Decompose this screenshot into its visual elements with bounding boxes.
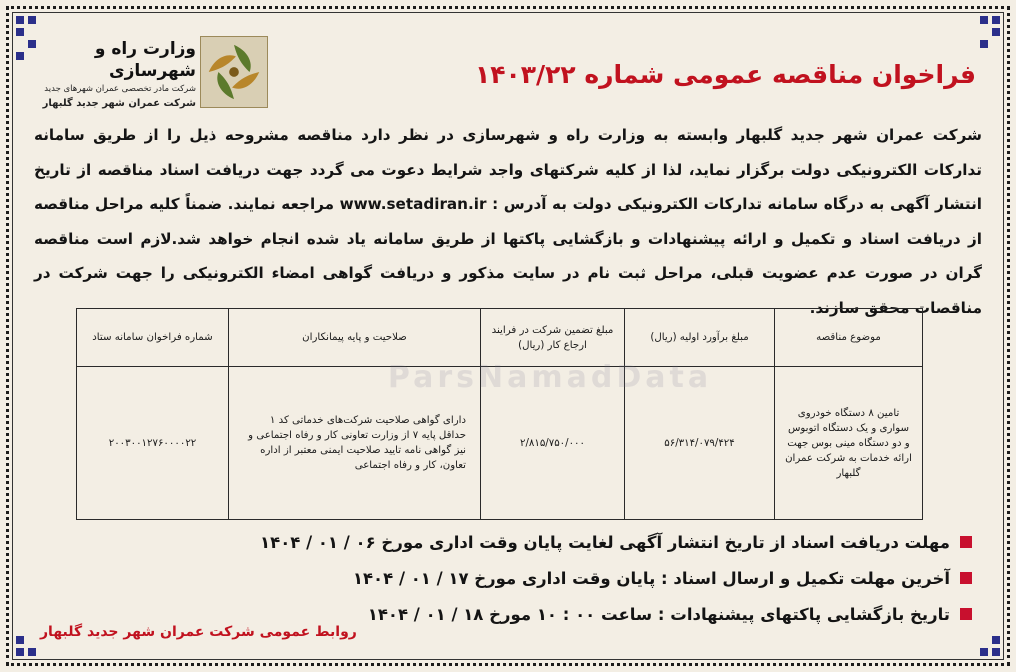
header-subject: موضوع مناقصه <box>775 309 923 367</box>
corner-square-icon <box>16 16 24 24</box>
ministry-header <box>36 38 196 112</box>
corner-square-icon <box>16 28 24 36</box>
cell-estimate: ۵۶/۳۱۴/۰۷۹/۴۲۴ <box>625 367 775 520</box>
cell-setad-number: ۲۰۰۳۰۰۱۲۷۶۰۰۰۰۲۲ <box>77 367 229 520</box>
deadline-text: مهلت دریافت اسناد از تاریخ انتشار آگهی لغایت پایان وقت اداری مورخ ۰۶ / ۰۱ / ۱۴۰۴ <box>260 532 950 552</box>
corner-square-icon <box>992 28 1000 36</box>
company-name: شرکت عمران شهر جدید گلبهار <box>42 98 196 109</box>
red-square-bullet-icon <box>960 608 972 620</box>
header-setad-number: شماره فراخوان سامانه ستاد <box>77 309 229 367</box>
header-guarantee: مبلغ تضمین شرکت در فرایند ارجاع کار (ریال) <box>481 309 625 367</box>
notice-paragraph: شرکت عمران شهر جدید گلبهار وابسته به وزارت راه و شهرسازی در نظر دارد مناقصه مشروحه ذیل را از طریق سامانه تدارکات الکترونیکی دولت برگزار نماید، لذا از کلیه شرکتهای واجد شرایط دعوت می گردد جهت دریافت اسناد مناقصه از تاریخ انتشار آگهی به درگاه سامانه تدارکات الکترونیکی دولت به آدرس : www.setadiran.ir مراجعه نمایند. ضمناً کلیه مراحل مناقصه از دریافت اسناد و تکمیل و ارائه پیشنهادات و بازگشایی پاکتها از طریق سامانه یاد شده انجام خواهد شد.لازم است مناقصه گران در صورت عدم عضویت قبلی، مراحل ثبت نام در سایت مذکور و دریافت گواهی امضاء الکترونیکی را جهت شرکت در مناقصات محقق سازند. <box>34 126 982 317</box>
deadline-text: آخرین مهلت تکمیل و ارسال اسناد : پایان وقت اداری مورخ ۱۷ / ۰۱ / ۱۴۰۴ <box>352 568 950 588</box>
list-item <box>52 560 972 596</box>
ministry-name: وزارت راه و شهرسازی <box>94 39 196 81</box>
ministry-logo-icon <box>200 36 268 108</box>
cell-subject: تامین ۸ دستگاه خودروی سواری و یک دستگاه اتوبوس و دو دستگاه مینی بوس جهت ارائه خدمات به شرکت عمران گلبهار <box>775 367 923 520</box>
corner-square-icon <box>16 636 24 644</box>
table-header-row <box>77 309 923 367</box>
corner-square-icon <box>28 40 36 48</box>
header-qualification: صلاحیت و پایه پیمانکاران <box>229 309 481 367</box>
corner-square-icon <box>28 648 36 656</box>
corner-square-icon <box>16 52 24 60</box>
corner-square-icon <box>16 648 24 656</box>
corner-square-icon <box>980 648 988 656</box>
corner-square-icon <box>980 16 988 24</box>
header-estimate: مبلغ برآورد اولیه (ریال) <box>625 309 775 367</box>
corner-square-icon <box>980 40 988 48</box>
deadline-text: تاریخ بازگشایی پاکتهای پیشنهادات : ساعت ۰۰ : ۱۰ مورخ ۱۸ / ۰۱ / ۱۴۰۴ <box>367 604 950 624</box>
cell-guarantee: ۲/۸۱۵/۷۵۰/۰۰۰ <box>481 367 625 520</box>
red-square-bullet-icon <box>960 536 972 548</box>
red-square-bullet-icon <box>960 572 972 584</box>
notice-title: فراخوان مناقصه عمومی شماره ۱۴۰۳/۲۲ <box>475 60 976 89</box>
corner-square-icon <box>992 636 1000 644</box>
ministry-subtitle: شرکت مادر تخصصی عمران شهرهای جدید <box>44 84 196 94</box>
cell-qualification: دارای گواهی صلاحیت شرکت‌های خدماتی کد ۱ حداقل پایه ۷ از وزارت تعاونی کار و رفاه اجتماعی و نیز گواهی نامه تایید صلاحیت ایمنی معتبر از اداره تعاون، کار و رفاه اجتماعی <box>229 367 481 520</box>
public-relations-signature: روابط عمومی شرکت عمران شهر جدید گلبهار <box>40 624 357 640</box>
deadlines-list <box>52 524 972 632</box>
corner-square-icon <box>992 648 1000 656</box>
corner-square-icon <box>28 16 36 24</box>
tender-table <box>76 308 923 520</box>
corner-square-icon <box>992 16 1000 24</box>
watermark: ParsNamadData <box>387 360 713 395</box>
list-item <box>52 524 972 560</box>
